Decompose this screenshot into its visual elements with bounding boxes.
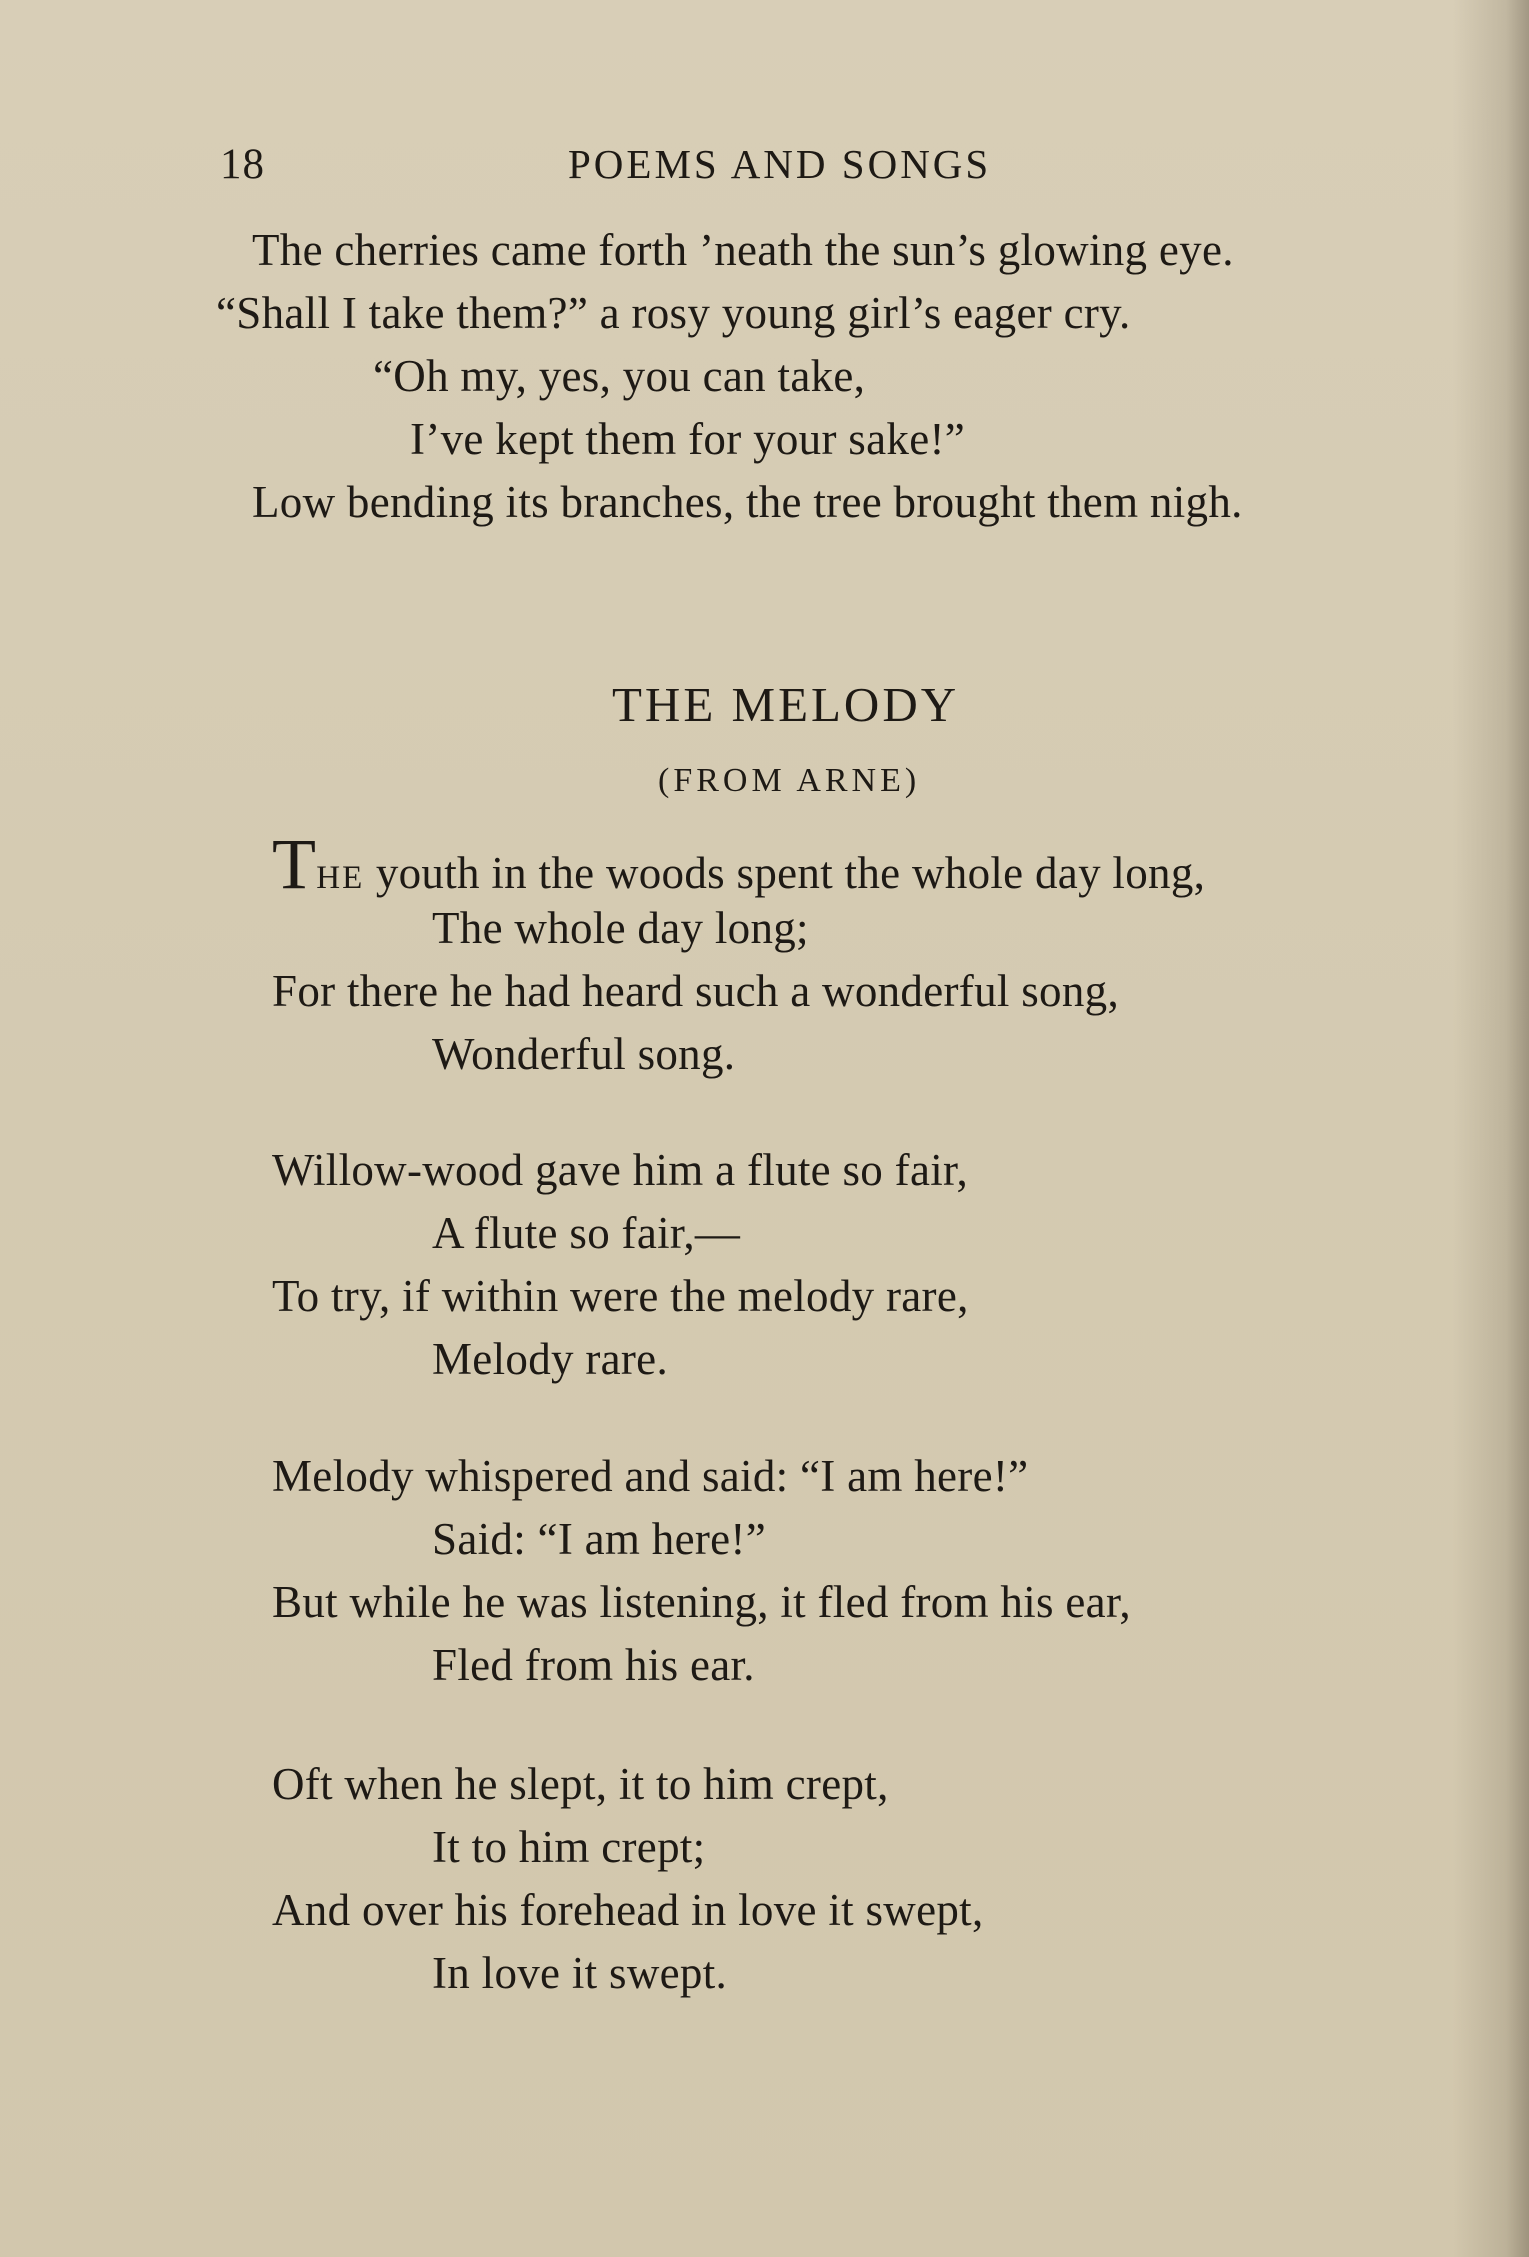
verse-line: Willow-wood gave him a flute so fair, [272,1145,969,1195]
poem-subtitle: (FROM ARNE) [658,762,921,799]
verse-line: Fled from his ear. [432,1640,755,1690]
page-number: 18 [220,141,265,188]
verse-line: Said: “I am here!” [432,1514,766,1564]
poem-title: THE MELODY [612,677,960,732]
verse-line: “Shall I take them?” a rosy young girl’s eager cry. [216,288,1131,338]
verse-line: Wonderful song. [432,1029,736,1079]
verse-line: Melody whispered and said: “I am here!” [272,1451,1029,1501]
verse-line: In love it swept. [432,1948,728,1998]
verse-line: It to him crept; [432,1822,706,1872]
verse-text: youth in the woods spent the whole day long, [364,848,1206,898]
verse-line: I’ve kept them for your sake!” [410,414,966,464]
verse-line: A flute so fair,— [432,1208,741,1258]
verse-line: For there he had heard such a wonderful song, [272,966,1119,1016]
verse-line: Oft when he slept, it to him crept, [272,1759,889,1809]
drop-cap: T [272,824,317,904]
verse-line: The cherries came forth ’neath the sun’s glowing eye. [252,225,1234,275]
verse-line: The whole day long; [432,903,809,953]
verse-line: And over his forehead in love it swept, [272,1885,984,1935]
running-title: POEMS AND SONGS [568,141,992,187]
verse-line: But while he was listening, it fled from his ear, [272,1577,1131,1627]
verse-line: Low bending its branches, the tree brought them nigh. [252,477,1243,527]
verse-line: To try, if within were the melody rare, [272,1271,969,1321]
verse-line-first [272,824,1206,904]
verse-line: “Oh my, yes, you can take, [373,351,866,401]
verse-line: Melody rare. [432,1334,669,1384]
small-caps: HE [316,860,365,896]
